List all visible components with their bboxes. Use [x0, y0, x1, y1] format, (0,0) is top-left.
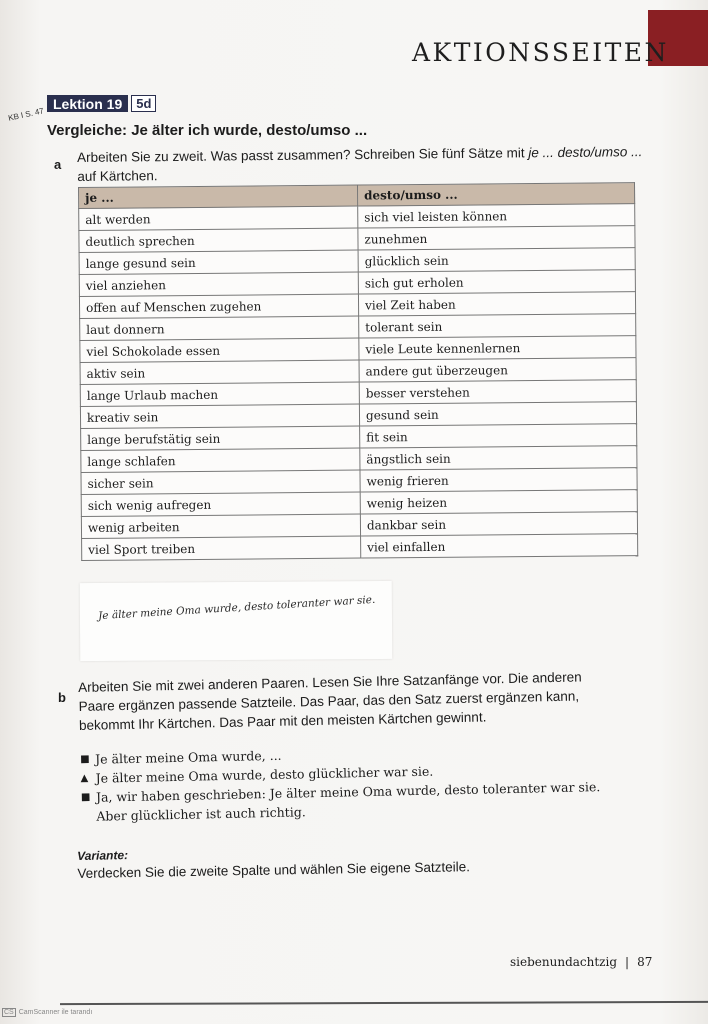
- cell-je: lange Urlaub machen: [80, 382, 359, 406]
- column-header-desto: desto/umso ...: [357, 183, 634, 206]
- cell-desto: zunehmen: [358, 226, 635, 250]
- cell-je: viel anziehen: [79, 272, 358, 296]
- square-bullet-icon: ■: [80, 791, 91, 803]
- cell-desto: dankbar sein: [360, 512, 637, 536]
- dialog-text: Je älter meine Oma wurde, ...: [95, 747, 282, 767]
- matching-table: [78, 182, 638, 561]
- scanner-text: CamScanner ile tarandı: [18, 1009, 93, 1016]
- kursbuch-reference: KB I S. 47: [7, 106, 45, 123]
- cell-je: offen auf Menschen zugehen: [79, 294, 358, 318]
- cell-desto: viel einfallen: [361, 534, 638, 558]
- lektion-label: Lektion 19: [47, 95, 128, 112]
- bottom-rule: [60, 1001, 708, 1005]
- cell-je: kreativ sein: [80, 404, 359, 428]
- cell-je: sicher sein: [81, 470, 360, 494]
- dialog-text: Je älter meine Oma wurde, desto glücklicher war sie.: [95, 763, 434, 786]
- section-title: AKTIONSSEITEN: [412, 38, 669, 67]
- table-row: [82, 534, 638, 561]
- square-bullet-icon: ■: [80, 753, 90, 765]
- cell-je: lange berufstätig sein: [81, 426, 360, 450]
- page-number-word: siebenundachtzig: [510, 955, 618, 969]
- cell-je: sich wenig aufregen: [81, 492, 360, 516]
- cell-je: alt werden: [79, 206, 358, 230]
- cell-desto: fit sein: [360, 424, 637, 448]
- example-dialog: [80, 739, 601, 826]
- page-number: 87: [637, 955, 653, 969]
- task-b-instruction: Arbeiten Sie mit zwei anderen Paaren. Lesen Sie Ihre Satzanfänge vor. Die anderen Paare ergänzen passende Satzteile. Das Paar, das den Satz zuerst ergänzen kann, bekommt Ihr Kärtchen. Das Paar mit den meisten Kärtchen gewinnt.: [78, 669, 582, 733]
- cell-je: aktiv sein: [80, 360, 359, 384]
- variante-label: Variante:: [77, 848, 129, 863]
- lektion-part: 5d: [131, 95, 156, 112]
- variante-block: [77, 840, 528, 882]
- task-a-instruction: [77, 142, 647, 186]
- page-footer: [510, 955, 652, 969]
- cell-desto: glücklich sein: [358, 248, 635, 272]
- cell-desto: sich viel leisten können: [358, 204, 635, 228]
- dialog-text: Ja, wir haben geschrieben: Je älter meine Oma wurde, desto toleranter war sie.: [95, 779, 601, 805]
- cell-je: laut donnern: [80, 316, 359, 340]
- cell-desto: andere gut überzeugen: [359, 358, 636, 382]
- exercise-title: Vergleiche: Je älter ich wurde, desto/umso ...: [47, 122, 368, 139]
- variante-text: Verdecken Sie die zweite Spalte und wählen Sie eigene Satzteile.: [77, 859, 471, 881]
- cell-desto: sich gut erholen: [358, 270, 635, 294]
- task-a-je-desto: je ... desto/umso ...: [528, 144, 643, 161]
- footer-separator: |: [625, 955, 630, 969]
- scanner-watermark: [2, 1009, 92, 1016]
- cell-desto: gesund sein: [359, 402, 636, 426]
- cell-je: lange schlafen: [81, 448, 360, 472]
- task-a-text-2: auf Kärtchen.: [77, 168, 158, 184]
- cell-desto: wenig frieren: [360, 468, 637, 492]
- cell-je: wenig arbeiten: [81, 514, 360, 538]
- handwritten-sentence: Je älter meine Oma wurde, desto toleranter war sie.: [97, 593, 376, 623]
- table-body: [79, 204, 638, 561]
- task-a-text-1: Arbeiten Sie zu zweit. Was passt zusammen? Schreiben Sie fünf Sätze mit: [77, 145, 529, 165]
- cell-desto: ängstlich sein: [360, 446, 637, 470]
- cell-je: deutlich sprechen: [79, 228, 358, 252]
- task-a-letter: a: [54, 157, 62, 172]
- cell-desto: wenig heizen: [360, 490, 637, 514]
- cell-je: viel Sport treiben: [82, 536, 361, 560]
- cell-desto: viel Zeit haben: [358, 292, 635, 316]
- dialog-continuation: Aber glücklicher ist auch richtig.: [96, 804, 306, 824]
- task-b-letter: b: [58, 690, 66, 705]
- cell-desto: besser verstehen: [359, 380, 636, 404]
- cell-desto: viele Leute kennenlernen: [359, 336, 636, 360]
- triangle-bullet-icon: ▲: [80, 772, 89, 784]
- cell-desto: tolerant sein: [359, 314, 636, 338]
- example-card: [80, 581, 393, 661]
- scanner-badge: CS: [4, 1009, 14, 1016]
- cell-je: lange gesund sein: [79, 250, 358, 274]
- lektion-badge: [47, 95, 156, 112]
- column-header-je: je ...: [79, 185, 358, 208]
- cell-je: viel Schokolade essen: [80, 338, 359, 362]
